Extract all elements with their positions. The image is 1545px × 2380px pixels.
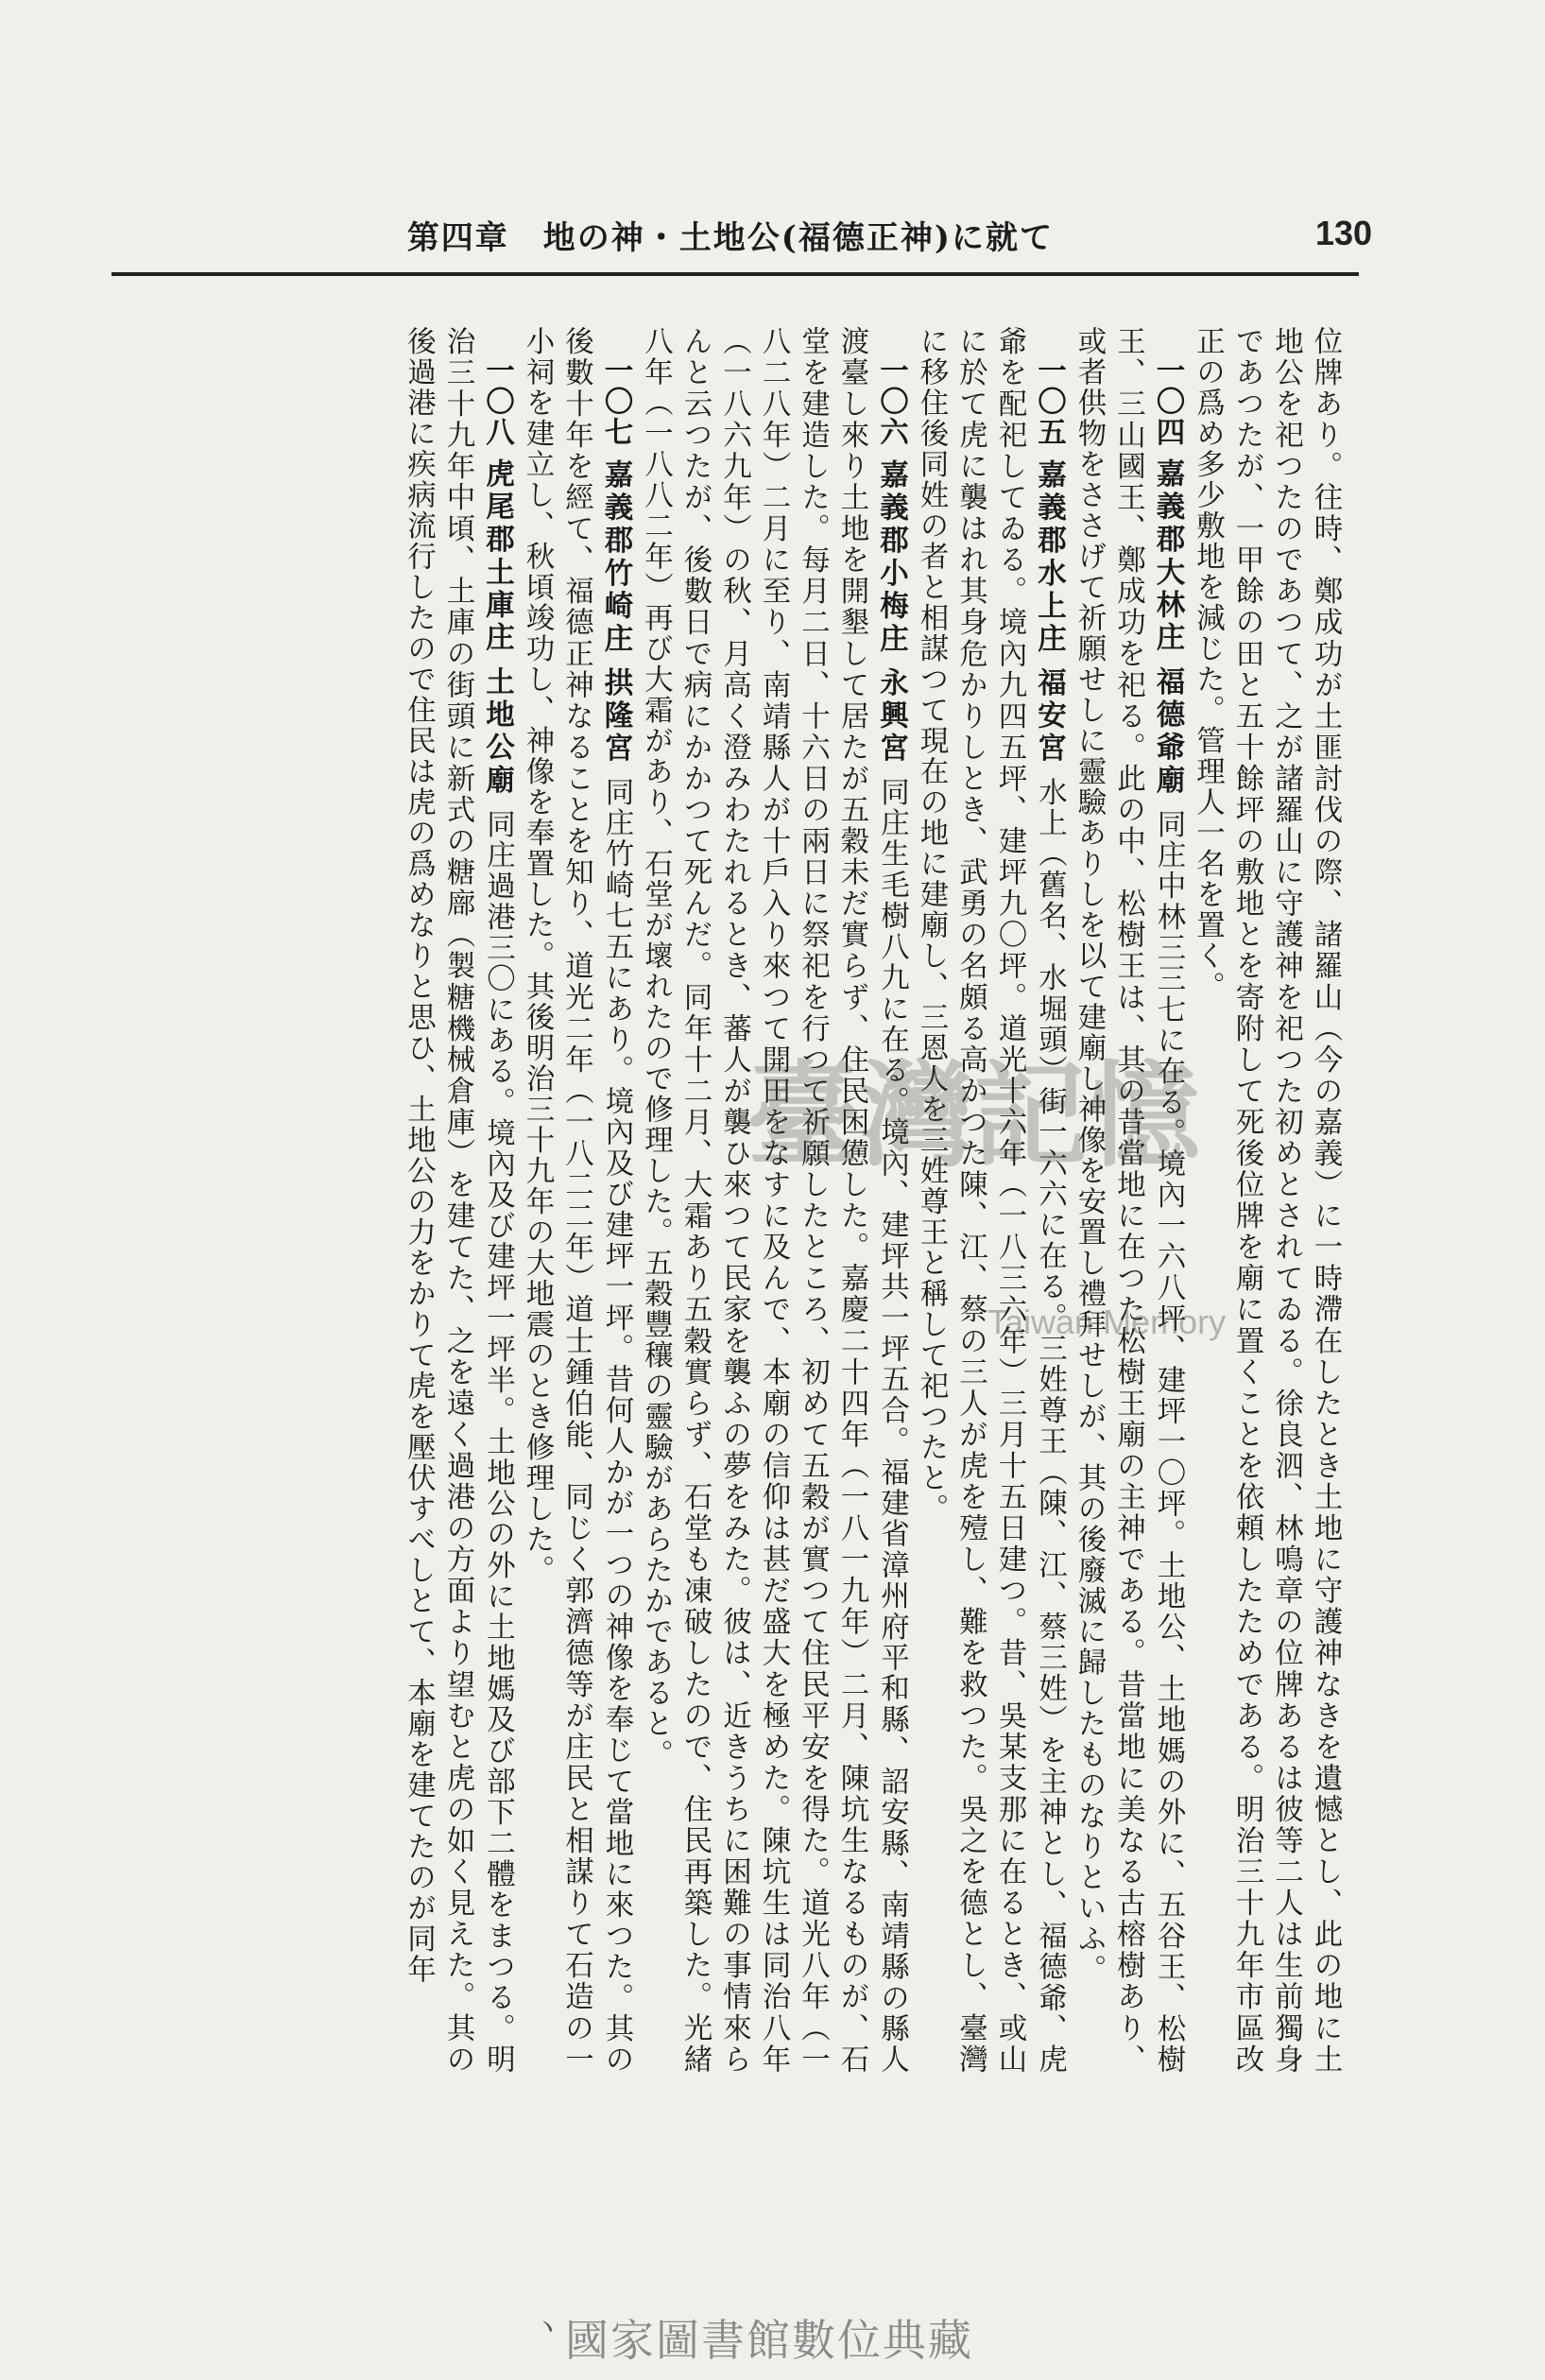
entry-location: 虎尾郡土庫庄 [480, 458, 515, 656]
entry-location: 嘉義郡竹崎庄 [599, 458, 633, 656]
entry-temple: 拱隆宮 [599, 666, 633, 766]
entry-location: 嘉義郡水上庄 [1032, 458, 1067, 656]
temple-entry [518, 326, 637, 2075]
entry-temple: 土地公廟 [480, 666, 515, 798]
temple-entry [912, 326, 1070, 2075]
entry-number: 一〇六 [874, 354, 909, 448]
temple-entry [1070, 326, 1189, 2075]
entry-text: 同庄生毛樹八九に在る。境內、建坪共一坪五合。福建省漳州府平和縣、詔安縣、南靖縣の縣人渡臺し來り土地を開墾して居たが五穀未だ實らず、住民困憊した。嘉慶二十四年（一八一九年）二月、陳坑生なるものが、石堂を建造した。每月二日、十六日の兩日に祭祀を行つて祈願したところ、初めて五穀が實つて住民平安を得た。道光八年（一八二八年）二月に至り、南靖縣人が十戶入り來つて開田をなすに及んで、本廟の信仰は甚だ盛大を極めた。陳坑生は同治八年（一八六九年）の秋、月高く澄みわたれるとき、蕃人が襲ひ來つて民家を襲ふの夢をみた。彼は、近きうちに困難の事情來らんと云つたが、後數日で病にかかつて死んだ。同年十二月、大霜あり五穀實らず、石堂も凍破したので、住民再築した。光緒八年（一八八二年）再び大霜があり、石堂が壞れたので修理した。五穀豐穰の靈驗があらたかであると。 [639, 326, 909, 2075]
intro-paragraph: 位牌あり。往時、鄭成功が土匪討伐の際、諸羅山（今の嘉義）に一時滯在したとき土地に守護神なきを遺憾とし、此の地に土地公を祀つたのであつて、之が諸羅山に守護神を祀つた初めとされてゐる。徐良泗、林鳴章の位牌あるは彼等二人は生前獨身であつたが、一甲餘の田と五十餘坪の敷地とを寄附して死後位牌を廟に置くことを依頼したためである。明治三十九年市區改正の爲め多少敷地を減じた。管理人一名を置く。 [1191, 326, 1342, 2075]
entry-temple: 永興宮 [874, 666, 909, 766]
page-number: 130 [1315, 214, 1373, 252]
temple-entry [636, 326, 912, 2075]
entry-text: 同庄竹崎七五にあり。境內及び建坪一坪。昔何人かが一つの神像を奉じて當地に來つた。其の後數十年を經て、福德正神なることを知り、道光二年（一八二二年）道士鍾伯能、同じく郭濟德等が庄民と相謀りて石造の一小祠を建立し、秋頃竣功し、神像を奉置した。其後明治三十九年の大地震のとき修理した。 [521, 326, 633, 2075]
entry-location: 嘉義郡小梅庄 [874, 458, 909, 656]
vertical-text-body [112, 326, 1345, 2075]
entry-text: 同庄中林三三七に在る。境內一六八坪、建坪一〇坪。土地公、土地媽の外に、五谷王、松樹王、三山國王、鄭成功を祀る。此の中、松樹王は、其の昔當地に在つた松樹王廟の主神である。昔當地に美なる古榕樹あり、或者供物をささげて祈願せしに靈驗ありしを以て建廟し神像を安置し禮拜せしが、其の後廢滅に歸したものなりといふ。 [1073, 326, 1185, 2075]
entry-temple: 福安宮 [1032, 666, 1067, 766]
entry-text: 水上（舊名、水堀頭）街一六六に在る。三姓尊王（陳、江、蔡三姓）を主神とし、福德爺、虎爺を配祀してゐる。境內九四五坪、建坪九〇坪。道光十六年（一八三六年）三月十五日建つ。昔、吳某支那に在るとき、或山に於て虎に襲はれ其身危かりしとき、武勇の名頗る高かつた陳、江、蔡の三人が虎を殪し、難を救つた。吳之を德とし、臺灣に移住後同姓の者と相謀つて現在の地に建廟し、三恩人を三姓尊王と稱して祀つたと。 [915, 326, 1067, 2075]
entry-number: 一〇四 [1151, 354, 1185, 448]
temple-entry [399, 326, 518, 2075]
header-rule [112, 272, 1359, 276]
running-title: 第四章 地の神・土地公(福德正神)に就て [406, 219, 1054, 257]
watermark-logo: 臺灣記憶 [747, 1049, 1200, 1182]
footer-tick-mark: ヽ [533, 2311, 561, 2344]
entry-number: 一〇五 [1032, 354, 1067, 448]
entry-number: 一〇八 [480, 354, 515, 448]
entry-temple: 福德爺廟 [1151, 666, 1185, 798]
watermark-subtext: Taiwan Memory [987, 1302, 1227, 1341]
entry-text: 同庄過港三〇にある。境內及び建坪一坪半。土地公の外に土地媽及び部下二體をまつる。明治三十九年中頃、土庫の街頭に新式の糖廍（製糖機械倉庫）を建てた、之を遠く過港の方面より望むと虎の如く見えた。其の後過港に疾病流行したので住民は虎の爲めなりと思ひ、土地公の力をかりて虎を壓伏すべしとて、本廟を建てたのが同年 [402, 326, 515, 2075]
entry-number: 一〇七 [599, 354, 633, 448]
entry-location: 嘉義郡大林庄 [1151, 458, 1185, 656]
archive-stamp: 國家圖書館數位典藏 [565, 2315, 973, 2366]
